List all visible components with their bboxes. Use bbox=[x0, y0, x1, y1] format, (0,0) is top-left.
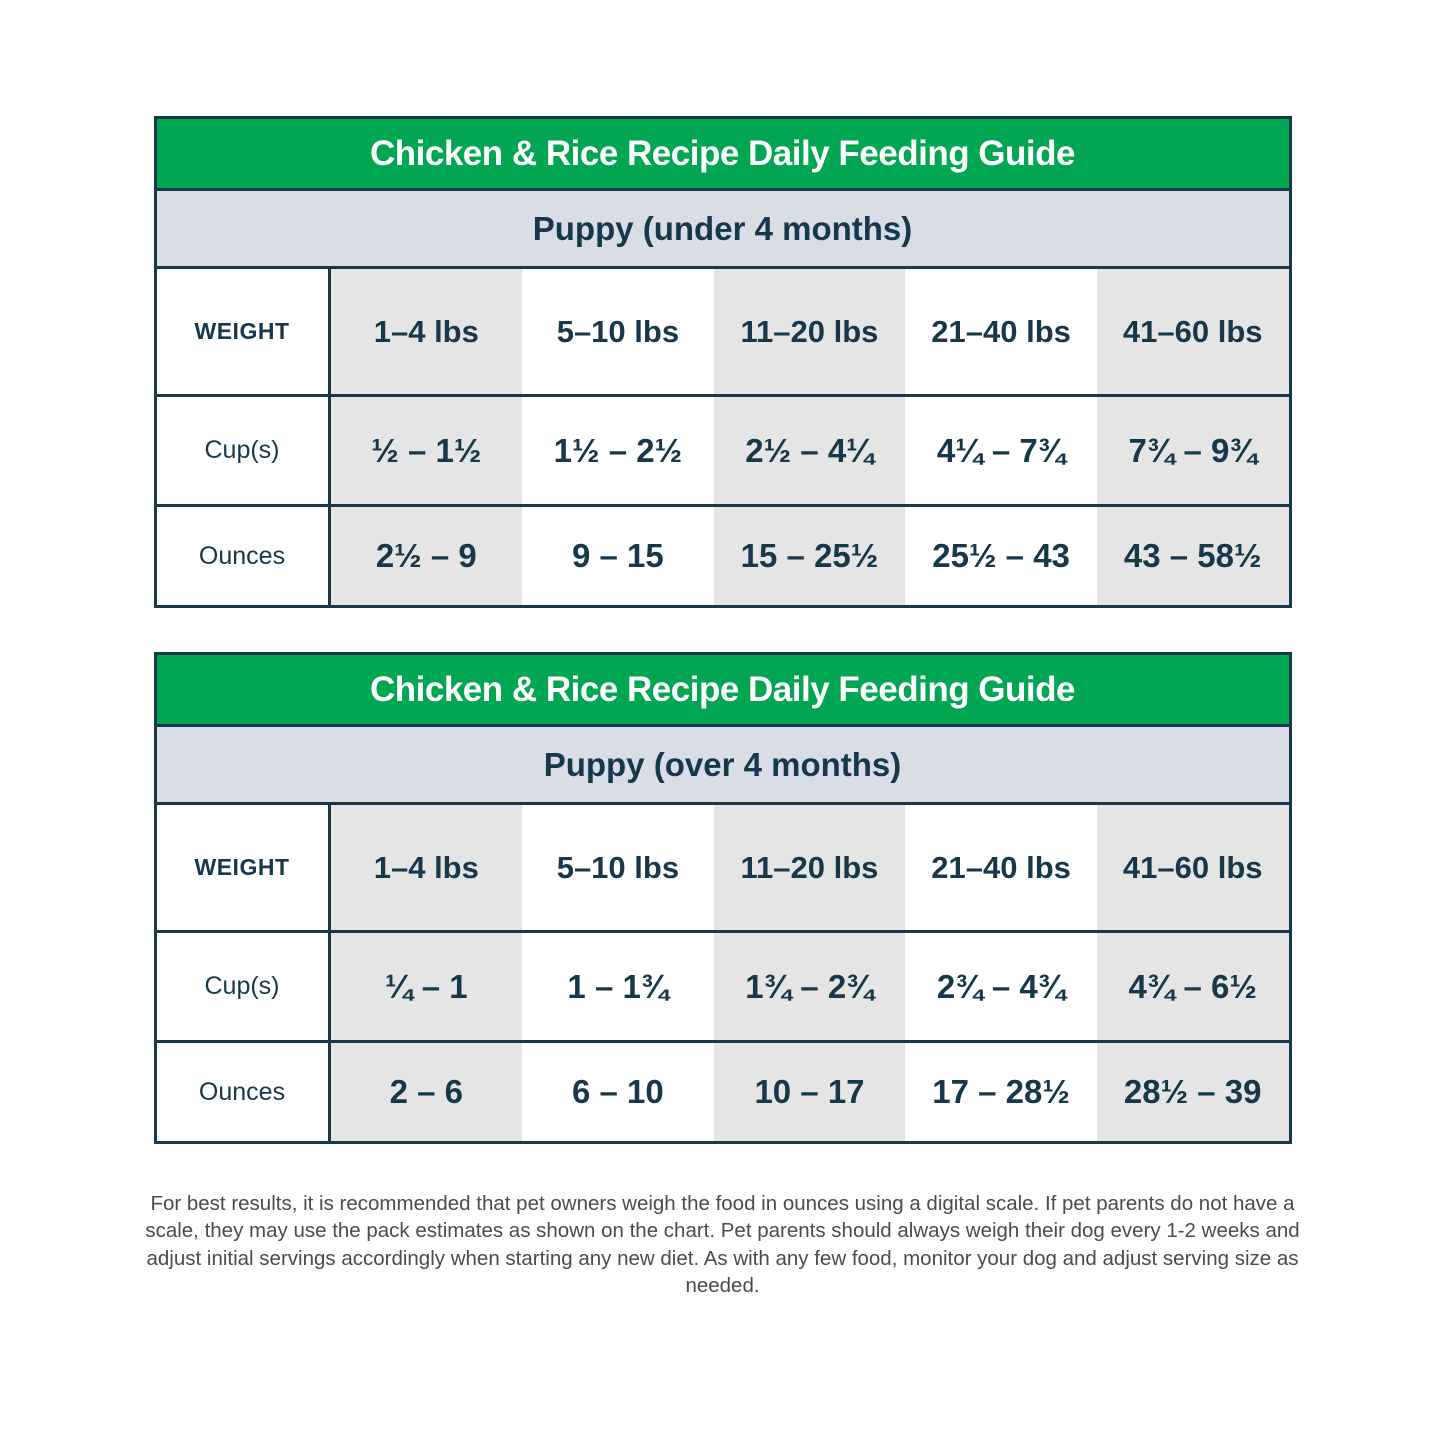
ounces-row bbox=[157, 1043, 1289, 1141]
cups-value-cell: 7¾ – 9¾ bbox=[1097, 397, 1289, 504]
ounces-value-cell: 2 – 6 bbox=[331, 1043, 523, 1141]
weight-column-header: 41–60 lbs bbox=[1097, 805, 1289, 930]
cups-row bbox=[157, 397, 1289, 507]
table-subtitle: Puppy (over 4 months) bbox=[157, 727, 1289, 805]
cups-value-cell: 4¾ – 6½ bbox=[1097, 933, 1289, 1040]
ounces-row-label: Ounces bbox=[157, 507, 331, 605]
ounces-row-label: Ounces bbox=[157, 1043, 331, 1141]
weight-column-header: 1–4 lbs bbox=[331, 805, 523, 930]
footnote-text: For best results, it is recommended that pet owners weigh the food in ounces using a digital scale. If pet parents do not have a scale, they may use the pack estimates as shown on the chart. Pet parents should always weigh their dog every 1-2 weeks and adjust initial servings accordingly when starting any new diet. As with any few food, monitor your dog and adjust serving size as needed. bbox=[145, 1192, 1300, 1297]
weight-column-header: 1–4 lbs bbox=[331, 269, 523, 394]
cups-value-cell: 1¾ – 2¾ bbox=[714, 933, 906, 1040]
feeding-guide-table-over-4-months bbox=[154, 652, 1292, 1144]
ounces-value-cell: 15 – 25½ bbox=[714, 507, 906, 605]
weight-column-header: 11–20 lbs bbox=[714, 805, 906, 930]
cups-row-label: Cup(s) bbox=[157, 933, 331, 1040]
weight-column-header: 5–10 lbs bbox=[522, 805, 714, 930]
cups-row-label: Cup(s) bbox=[157, 397, 331, 504]
ounces-value-cell: 25½ – 43 bbox=[905, 507, 1097, 605]
weight-row-label: WEIGHT bbox=[157, 805, 331, 930]
weight-column-header: 11–20 lbs bbox=[714, 269, 906, 394]
ounces-value-cell: 43 – 58½ bbox=[1097, 507, 1289, 605]
ounces-value-cell: 6 – 10 bbox=[522, 1043, 714, 1141]
weight-column-header: 41–60 lbs bbox=[1097, 269, 1289, 394]
cups-value-cell: 1½ – 2½ bbox=[522, 397, 714, 504]
ounces-row bbox=[157, 507, 1289, 605]
cups-value-cell: 2¾ – 4¾ bbox=[905, 933, 1097, 1040]
ounces-value-cell: 17 – 28½ bbox=[905, 1043, 1097, 1141]
cups-value-cell: 2½ – 4¼ bbox=[714, 397, 906, 504]
cups-value-cell: 4¼ – 7¾ bbox=[905, 397, 1097, 504]
weight-column-header: 21–40 lbs bbox=[905, 805, 1097, 930]
ounces-value-cell: 10 – 17 bbox=[714, 1043, 906, 1141]
table-title: Chicken & Rice Recipe Daily Feeding Guide bbox=[157, 655, 1289, 727]
cups-value-cell: ½ – 1½ bbox=[331, 397, 523, 504]
ounces-value-cell: 2½ – 9 bbox=[331, 507, 523, 605]
weight-row-label: WEIGHT bbox=[157, 269, 331, 394]
ounces-value-cell: 28½ – 39 bbox=[1097, 1043, 1289, 1141]
weight-column-header: 21–40 lbs bbox=[905, 269, 1097, 394]
feeding-guide-table-under-4-months bbox=[154, 116, 1292, 608]
cups-value-cell: ¼ – 1 bbox=[331, 933, 523, 1040]
weight-column-header: 5–10 lbs bbox=[522, 269, 714, 394]
weight-header-row bbox=[157, 805, 1289, 933]
weight-header-row bbox=[157, 269, 1289, 397]
table-subtitle: Puppy (under 4 months) bbox=[157, 191, 1289, 269]
cups-value-cell: 1 – 1¾ bbox=[522, 933, 714, 1040]
table-title: Chicken & Rice Recipe Daily Feeding Guide bbox=[157, 119, 1289, 191]
ounces-value-cell: 9 – 15 bbox=[522, 507, 714, 605]
cups-row bbox=[157, 933, 1289, 1043]
